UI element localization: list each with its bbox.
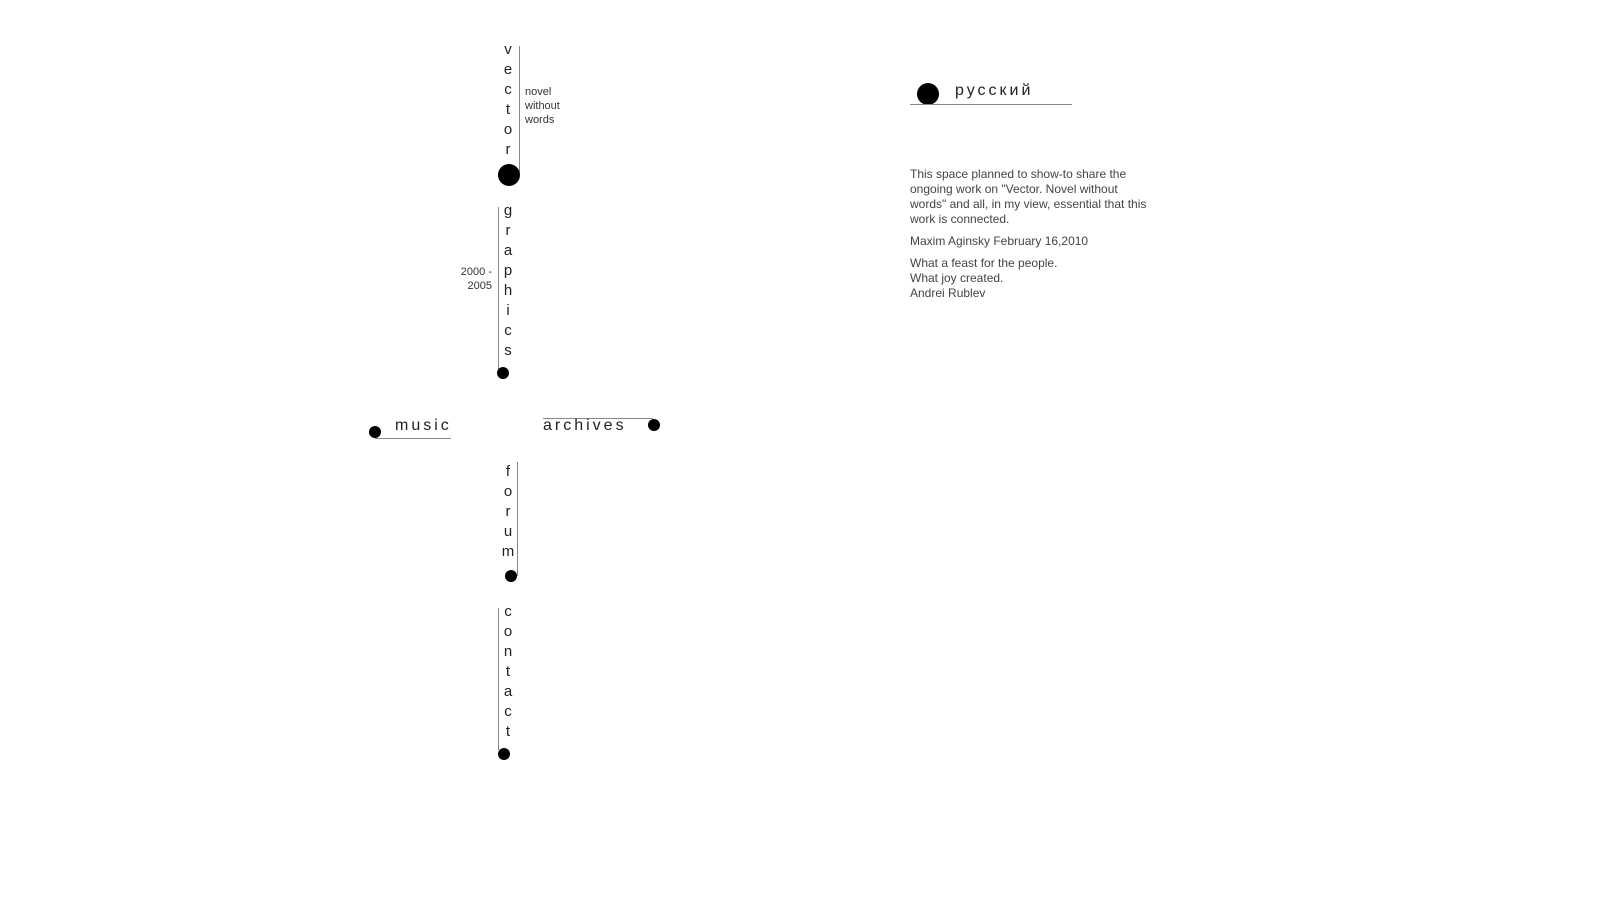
nav-contact-letter: t: [505, 663, 511, 680]
vector-caption-line: without: [525, 100, 560, 112]
nav-graphics-letter: g: [503, 202, 513, 219]
nav-contact-letter: a: [503, 683, 513, 700]
nav-forum-letter: r: [505, 503, 511, 520]
language-dot[interactable]: [917, 83, 939, 105]
nav-vector-link[interactable]: [500, 40, 516, 160]
nav-vector-letter: e: [503, 61, 513, 78]
graphics-years-line: 2000 -: [460, 266, 492, 278]
nav-graphics-letter: h: [503, 282, 513, 299]
nav-graphics-letter: a: [503, 242, 513, 259]
nav-forum-letter: f: [505, 463, 511, 480]
nav-contact-letter: n: [503, 643, 513, 660]
quote-line: Andrei Rublev: [910, 286, 986, 300]
nav-forum-letter: u: [503, 523, 513, 540]
nav-vector-dot[interactable]: [498, 164, 520, 186]
intro-signature: Maxim Aginsky February 16,2010: [910, 234, 1089, 248]
nav-graphics-letter: r: [505, 222, 511, 239]
intro-paragraph: This space planned to show-to share the ongoing work on "Vector. Novel without words" and all, in my view, essential that this work is connected.: [910, 167, 1147, 226]
nav-archives-link[interactable]: archives: [543, 417, 627, 434]
nav-forum-letter: m: [501, 543, 515, 560]
nav-graphics-letter: s: [504, 342, 512, 359]
nav-vector-letter: t: [505, 101, 511, 118]
nav-vector-line: [519, 46, 520, 172]
nav-graphics-link[interactable]: [500, 201, 516, 361]
nav-graphics-letter: p: [503, 262, 513, 279]
nav-vector-letter: v: [504, 41, 512, 58]
language-line: [910, 104, 1072, 105]
nav-music-line: [375, 438, 451, 439]
nav-forum-link[interactable]: [500, 462, 516, 562]
nav-contact-letter: c: [504, 703, 512, 720]
nav-forum-letter: o: [503, 483, 513, 500]
nav-contact-link[interactable]: [500, 602, 516, 742]
nav-music-dot[interactable]: [369, 426, 381, 438]
nav-graphics-letter: c: [504, 322, 512, 339]
nav-vector-letter: o: [503, 121, 513, 138]
intro-text: [910, 167, 1150, 308]
vector-caption: [525, 85, 560, 127]
nav-contact-dot[interactable]: [498, 748, 510, 760]
nav-music-link[interactable]: music: [395, 417, 452, 434]
nav-graphics-line: [498, 207, 499, 369]
nav-forum-line: [517, 462, 518, 576]
vector-caption-line: novel: [525, 86, 552, 98]
quote-line: What joy created.: [910, 271, 1004, 285]
nav-vector-letter: r: [505, 141, 511, 158]
nav-contact-letter: t: [505, 723, 511, 740]
nav-contact-letter: o: [503, 623, 513, 640]
nav-forum-dot[interactable]: [505, 570, 517, 582]
intro-quote: [910, 256, 1150, 301]
nav-vector-letter: c: [504, 81, 512, 98]
graphics-years: [450, 265, 492, 293]
nav-contact-line: [498, 608, 499, 750]
nav-contact-letter: c: [504, 603, 512, 620]
quote-line: What a feast for the people.: [910, 256, 1058, 270]
nav-graphics-letter: i: [506, 302, 510, 319]
language-link[interactable]: русский: [955, 82, 1034, 99]
vector-caption-line: words: [525, 114, 555, 126]
nav-archives-dot[interactable]: [648, 419, 660, 431]
graphics-years-line: 2005: [467, 280, 492, 292]
nav-graphics-dot[interactable]: [497, 367, 509, 379]
